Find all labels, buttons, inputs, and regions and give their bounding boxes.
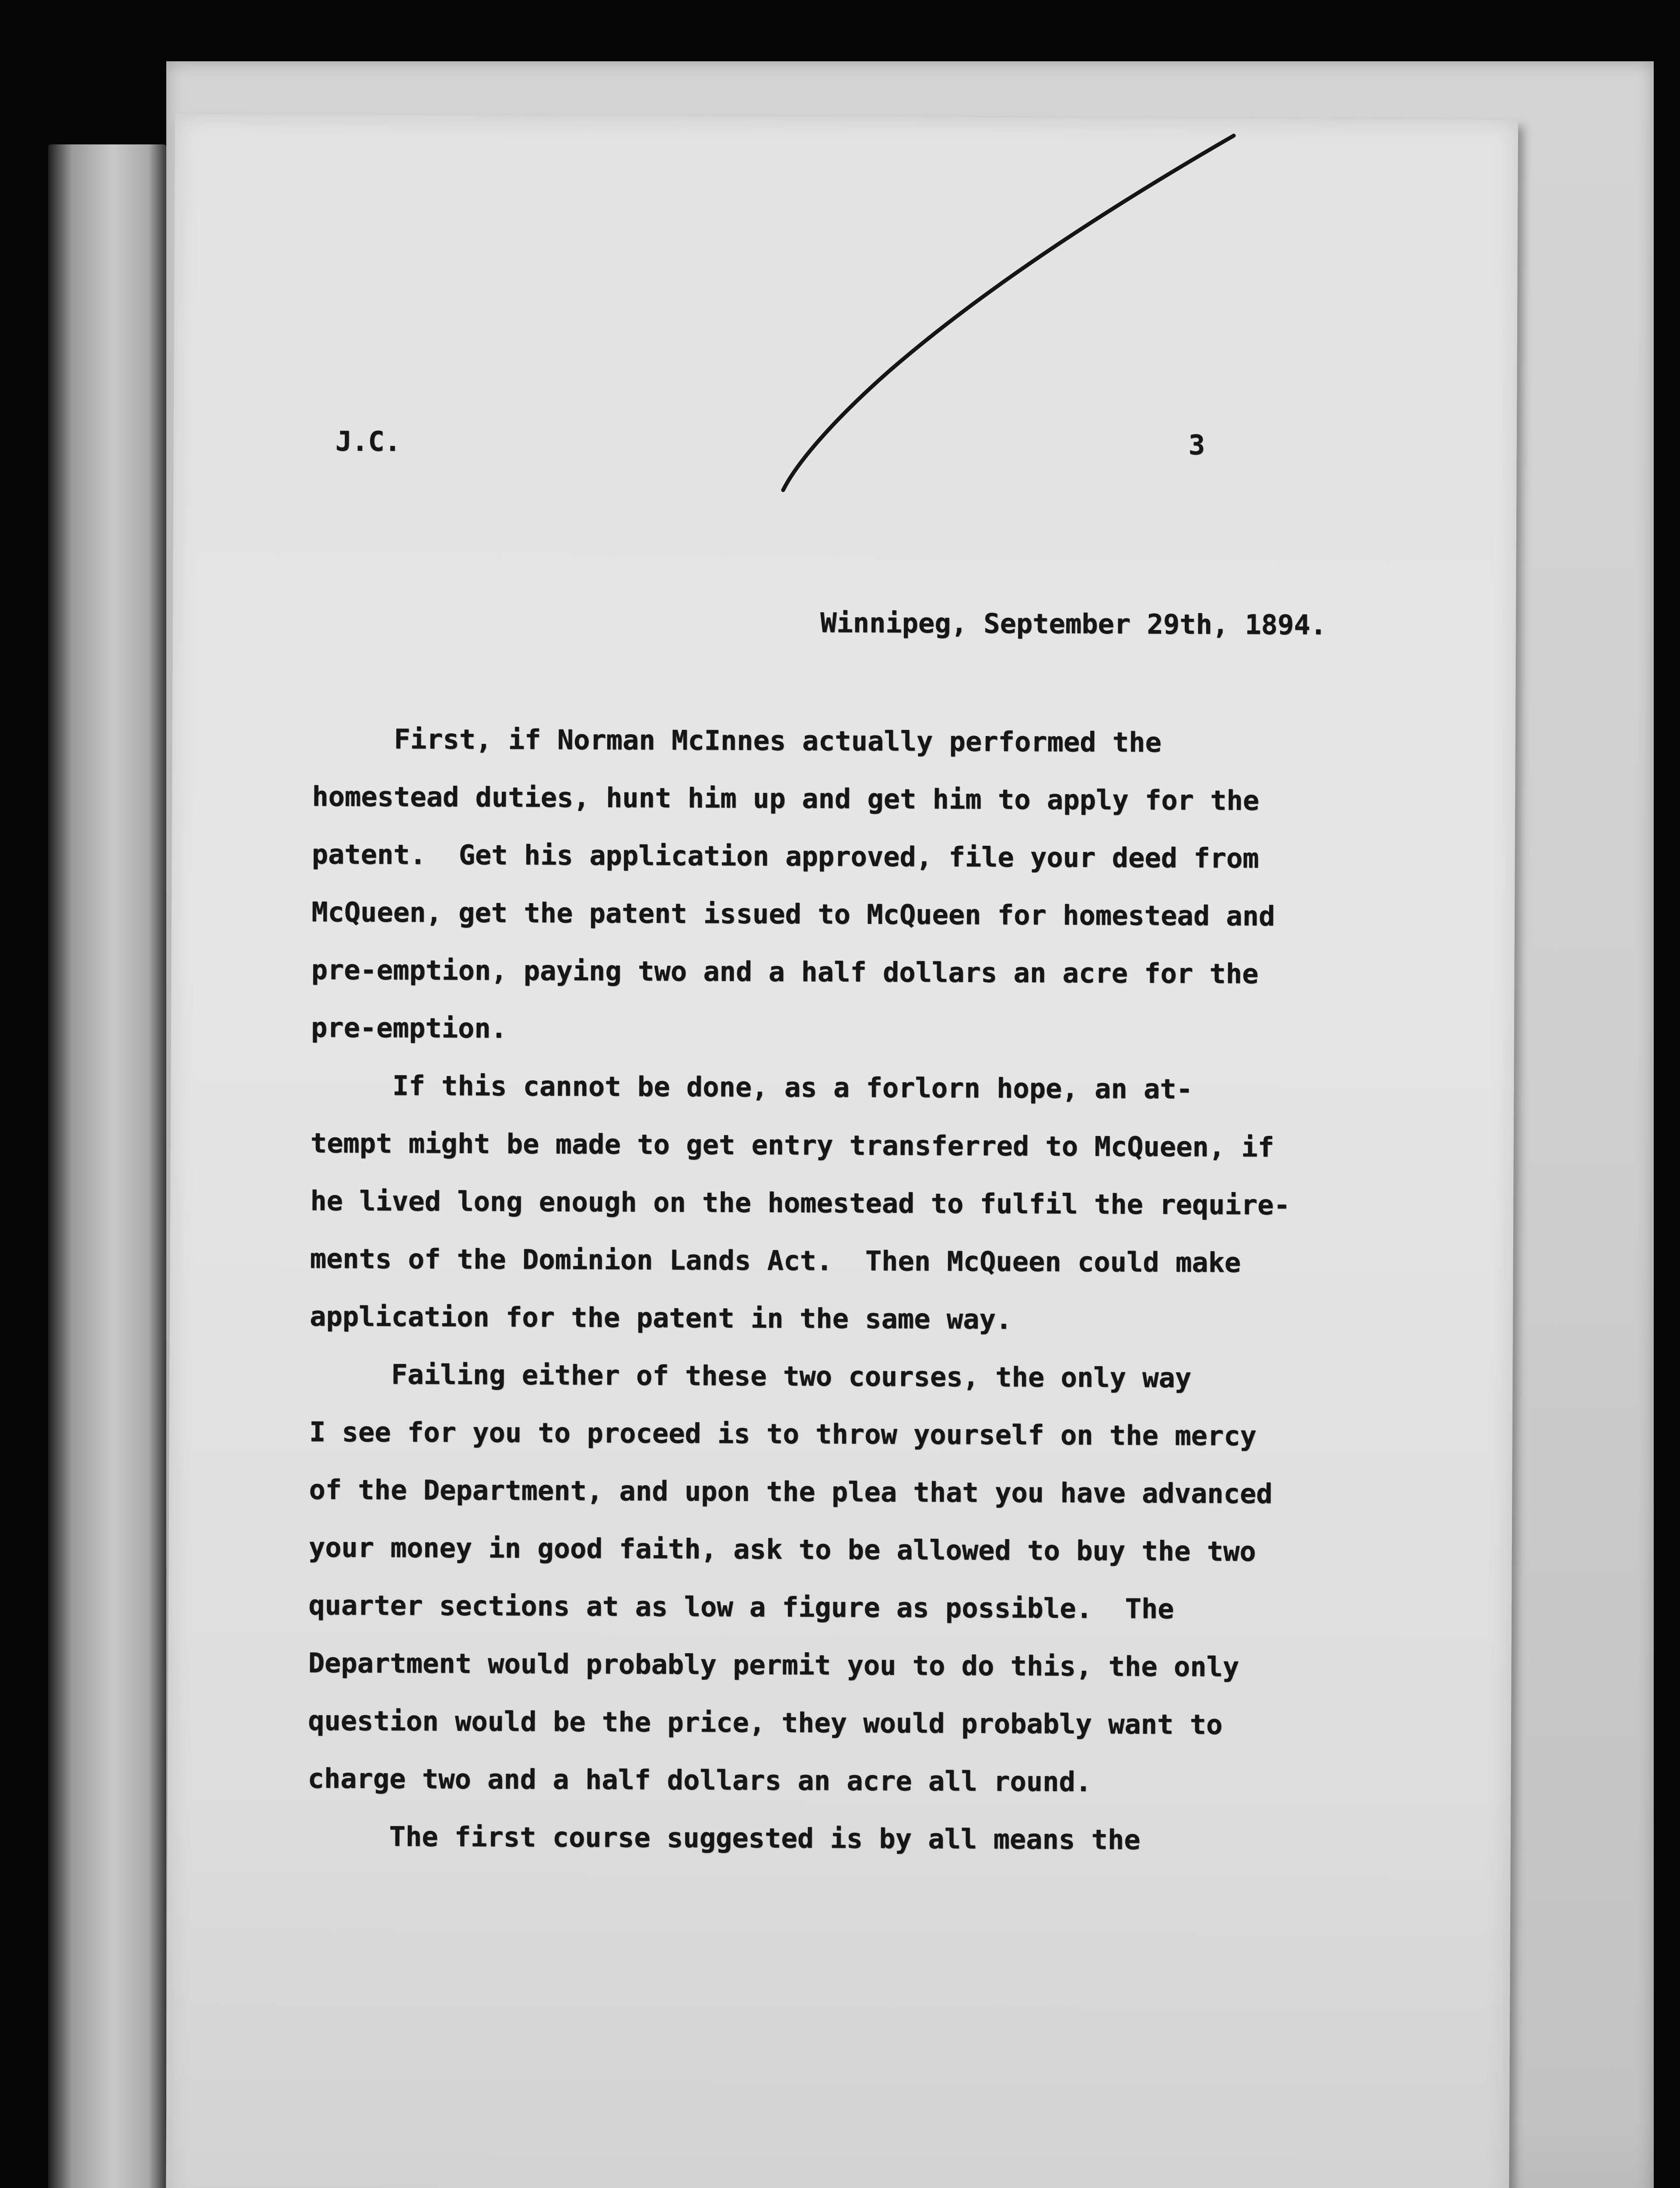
body-line: application for the patent in the same way. <box>309 1300 1012 1336</box>
pen-stroke-mark <box>744 127 1242 503</box>
body-line: patent. Get his application approved, file your deed from <box>312 838 1259 874</box>
body-line: The first course suggested is by all means the <box>307 1820 1141 1856</box>
underlying-sheet-edge <box>48 144 166 2188</box>
body-line: charge two and a half dollars an acre all round. <box>308 1762 1092 1798</box>
page-number: 3 <box>1188 429 1205 461</box>
body-line: I see for you to proceed is to throw yourself on the mercy <box>309 1416 1256 1452</box>
writer-initials: J.C. <box>335 425 401 458</box>
body-line: tempt might be made to get entry transferred to McQueen, if <box>310 1127 1274 1163</box>
body-line: your money in good faith, ask to be allowed to buy the two <box>308 1531 1256 1567</box>
dateline: Winnipeg, September 29th, 1894. <box>820 607 1327 641</box>
body-line: question would be the price, they would probably want to <box>308 1704 1223 1741</box>
body-line: homestead duties, hunt him up and get him to apply for the <box>312 780 1260 817</box>
body-line: quarter sections at as low a figure as possible. The <box>308 1589 1174 1625</box>
body-line: ments of the Dominion Lands Act. Then McQueen could make <box>310 1242 1241 1279</box>
body-line: of the Department, and upon the plea that you have advanced <box>309 1473 1273 1510</box>
body-line: McQueen, get the patent issued to McQueen for homestead and <box>311 896 1275 932</box>
body-line: If this cannot be done, as a forlorn hope, an at- <box>311 1069 1193 1105</box>
body-line: Department would probably permit you to do this, the only <box>308 1647 1239 1683</box>
body-line: pre-emption, paying two and a half dollars an acre for the <box>311 954 1259 990</box>
body-line: Failing either of these two courses, the only way <box>309 1358 1192 1394</box>
body-line: First, if Norman McInnes actually performed the <box>312 722 1162 758</box>
body-line: he lived long enough on the homestead to fulfil the require- <box>310 1185 1290 1221</box>
body-line: pre-emption. <box>311 1011 507 1045</box>
